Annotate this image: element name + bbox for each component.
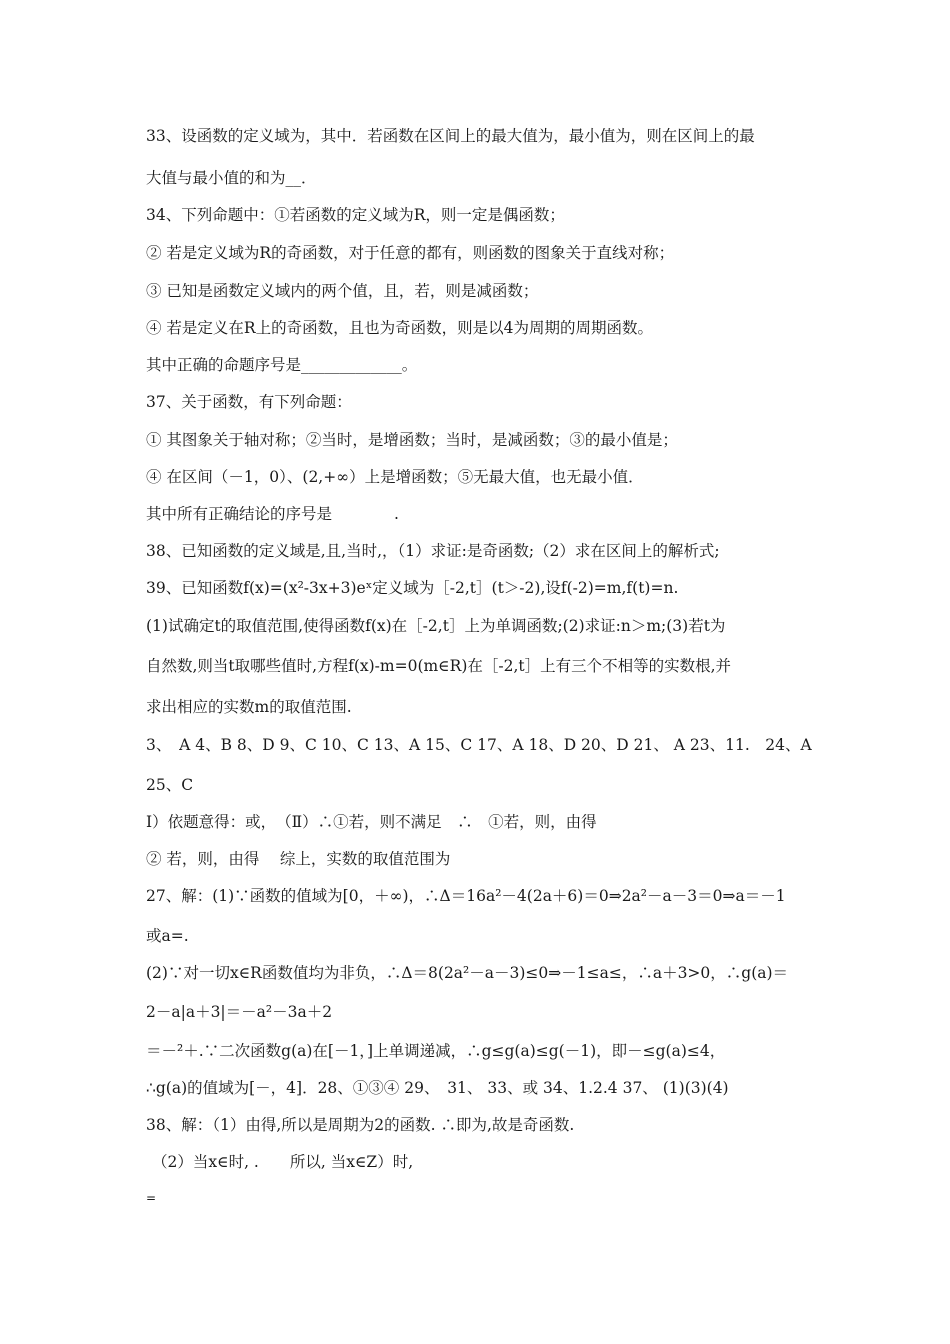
line-q39-c: 自然数,则当t取哪些值时,方程f(x)-m=0(m∈R)在［-2,t］上有三个不相等的实数根,并 <box>146 657 732 675</box>
line-sol27-f: ∴g(a)的值域为[－，4]．28、①③④ 29、 31、 33、或 34、1.2.4 37、 (1)(3)(4) <box>146 1079 729 1097</box>
line-sol27-c: (2)∵对一切x∈R函数值均为非负，∴Δ＝8(2a²－a－3)≤0⇒－1≤a≤，∴a＋3>0，∴g(a)＝ <box>146 964 789 982</box>
line-q38: 38、已知函数的定义域是,且,当时,，（1）求证:是奇函数;（2）求在区间上的解析式; <box>146 542 720 560</box>
line-q39-a: 39、已知函数f(x)=(x²-3x+3)eˣ定义域为［-2,t］(t＞-2),设f(-2)=m,f(t)=n. <box>146 579 679 597</box>
line-q37-b: ① 其图象关于轴对称；②当时，是增函数；当时，是减函数；③的最小值是； <box>146 431 678 449</box>
line-q37-d: 其中所有正确结论的序号是 . <box>146 505 399 523</box>
line-q34-a: 34、下列命题中：①若函数的定义域为R，则一定是偶函数； <box>146 206 565 224</box>
line-sol27-a: 27、解：(1)∵函数的值域为[0，＋∞)，∴Δ＝16a²－4(2a＋6)＝0⇒2a²－a－3＝0⇒a＝－1 <box>146 887 786 905</box>
line-q39-d: 求出相应的实数m的取值范围. <box>146 698 352 716</box>
line-sol-i: I）依题意得：或， （Ⅱ）∴①若，则不满足 ∴ ①若，则，由得 <box>146 813 597 831</box>
line-q34-c: ③ 已知是函数定义域内的两个值，且，若，则是减函数； <box>146 282 539 300</box>
line-q39-b: (1)试确定t的取值范围,使得函数f(x)在［-2,t］上为单调函数;(2)求证:n＞m;(3)若t为 <box>146 617 726 635</box>
line-sol38-c: = <box>146 1191 157 1205</box>
line-q34-b: ② 若是定义域为R的奇函数，对于任意的都有，则函数的图象关于直线对称； <box>146 244 675 262</box>
line-q37-a: 37、关于函数，有下列命题： <box>146 393 352 411</box>
line-q33-a: 33、设函数的定义域为，其中．若函数在区间上的最大值为，最小值为，则在区间上的最 <box>146 127 755 145</box>
line-answers-b: 25、C <box>146 776 194 794</box>
line-q34-e: 其中正确的命题序号是_____________。 <box>146 356 418 374</box>
line-sol27-d: 2－a|a＋3|＝－a²－3a＋2 <box>146 1003 333 1021</box>
line-q37-c: ④ 在区间（－1，0）、(2,+∞）上是增函数；⑤无最大值，也无最小值． <box>146 468 644 486</box>
line-answers-a: 3、 A 4、B 8、D 9、C 10、C 13、A 15、C 17、A 18、D 20、D 21、 A 23、11. 24、A <box>146 736 812 754</box>
line-q34-d: ④ 若是定义在R上的奇函数，且也为奇函数，则是以4为周期的周期函数。 <box>146 319 653 337</box>
line-sol27-b: 或a=. <box>146 927 189 945</box>
line-sol38-a: 38、解：（1）由得,所以是周期为2的函数. ∴即为,故是奇函数. <box>146 1116 575 1134</box>
line-sol-ii: ② 若，则，由得 综上，实数的取值范围为 <box>146 850 451 868</box>
line-q33-b: 大值与最小值的和为__． <box>146 169 317 187</box>
line-sol38-b: （2）当x∈时, . 所以, 当x∈Z）时, <box>152 1153 414 1171</box>
line-sol27-e: ＝－²＋.∵二次函数g(a)在[－1，]上单调递减，∴g≤g(a)≤g(－1)，即－≤g(a)≤4， <box>146 1042 726 1060</box>
